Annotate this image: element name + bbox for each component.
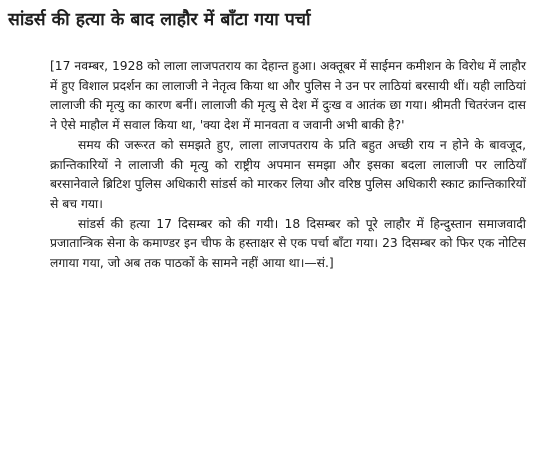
note-paragraph-intro: [17 नवम्बर, 1928 को लाला लाजपतराय का देहान्त हुआ। अक्तूबर में साईमन कमीशन के विरोध में लाहौर में हुए विशाल प्रदर्शन का लालाजी ने नेतृत्व किया था और पुलिस ने उन पर लाठियां बरसायी थीं। यही लाठियां लालाजी की मृत्यु का कारण बनीं। लालाजी की मृत्यु से देश में दुःख व आतंक छा गया। श्रीमती चितरंजन दास ने ऐसे माहौल में सवाल किया था, 'क्या देश में मानवता व जवानी अभी बाकी है?' (50, 59, 526, 133)
editor-note (50, 57, 526, 274)
note-paragraph-pamphlet: सांडर्स की हत्या 17 दिसम्बर को की गयी। 18 दिसम्बर को पूरे लाहौर में हिन्दुस्तान समाजवादी प्रजातान्त्रिक सेना के कमाण्डर इन चीफ के हस्ताक्षर से एक पर्चा बाँटा गया। 23 दिसम्बर को फिर एक नोटिस लगाया गया, जो अब तक पाठकों के सामने नहीं आया था।—सं.] (50, 216, 526, 271)
document-title: सांडर्स की हत्या के बाद लाहौर में बाँटा गया पर्चा (8, 10, 311, 30)
note-paragraph-revenge: समय की जरूरत को समझते हुए, लाला लाजपतराय के प्रति बहुत अच्छी राय न होने के बावजूद, क्रान्तिकारियों ने लालाजी की मृत्यु को राष्ट्रीय अपमान समझा और इसका बदला लालाजी पर लाठियाँ बरसानेवाले ब्रिटिश पुलिस अधिकारी सांडर्स को मारकर लिया और वरिष्ठ पुलिस अधिकारी स्काट क्रान्तिकारियों से बच गया। (50, 137, 526, 211)
